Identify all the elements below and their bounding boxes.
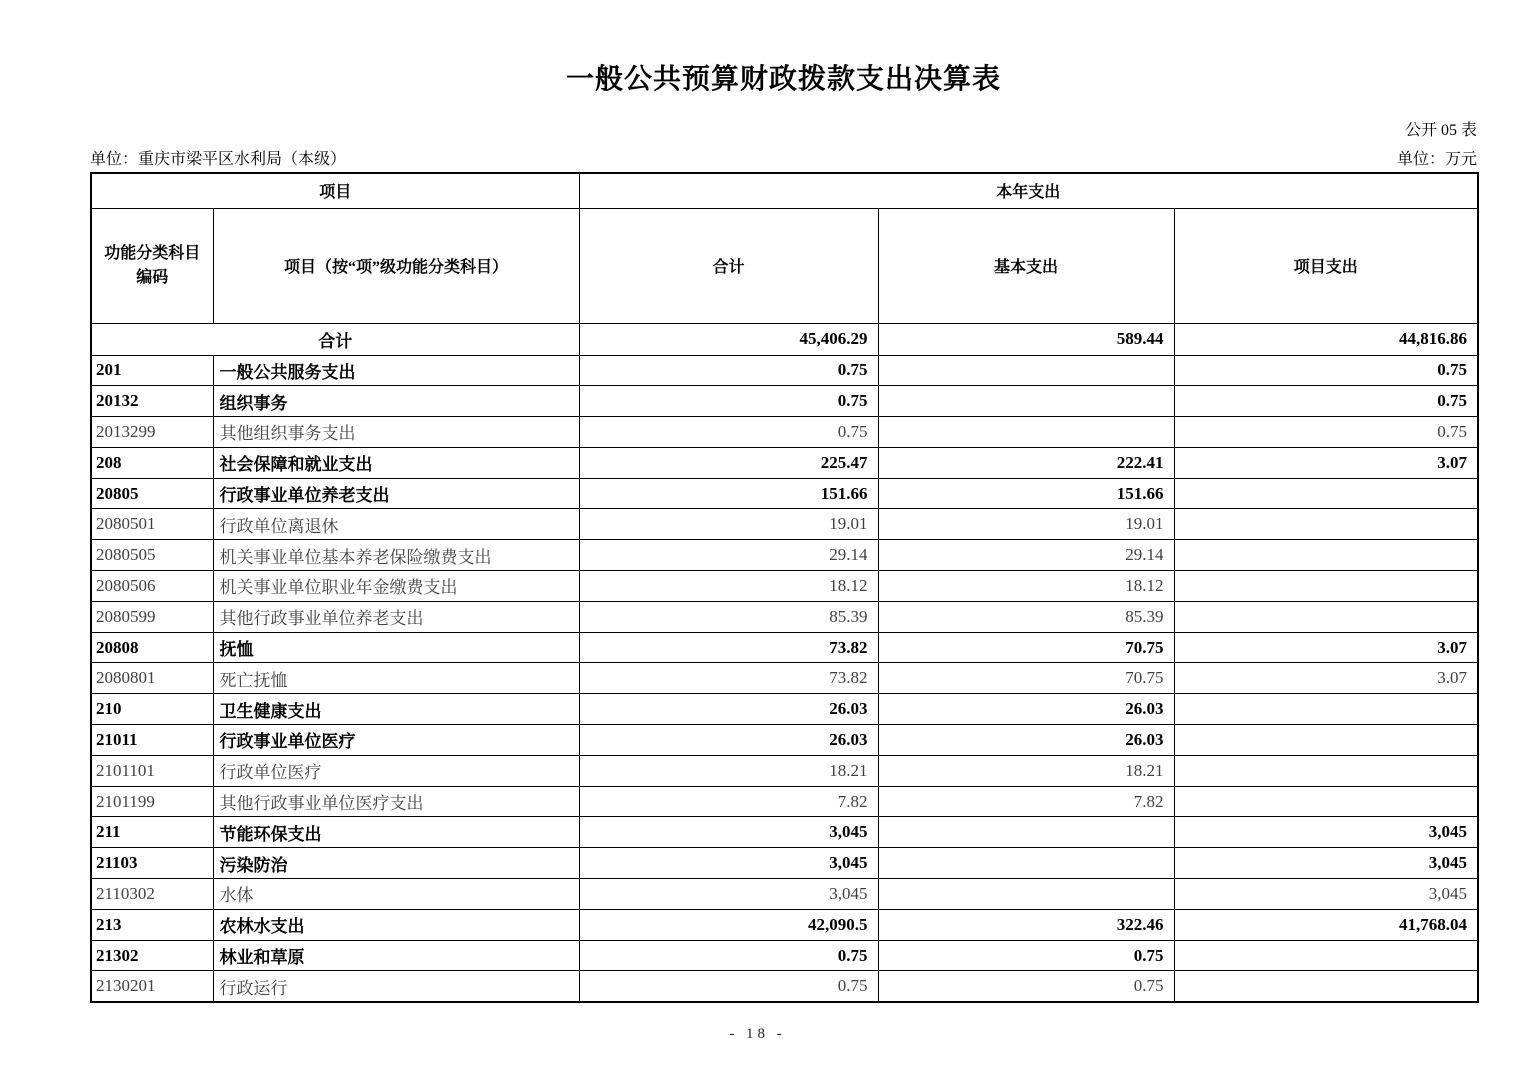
row-total: 26.03 — [579, 694, 878, 725]
row-project: 0.75 — [1174, 386, 1478, 417]
header-function-code-line2: 编码 — [136, 268, 169, 286]
row-name: 机关事业单位基本养老保险缴费支出 — [213, 540, 579, 571]
row-code: 2080801 — [91, 663, 213, 694]
row-project — [1174, 755, 1478, 786]
row-name: 其他行政事业单位医疗支出 — [213, 786, 579, 817]
row-basic: 0.75 — [878, 940, 1174, 971]
row-basic — [878, 417, 1174, 448]
header-columns-row — [91, 208, 1478, 323]
row-basic — [878, 817, 1174, 848]
row-basic: 222.41 — [878, 447, 1174, 478]
table-row — [91, 848, 1478, 879]
row-project — [1174, 725, 1478, 756]
table-header — [91, 173, 1478, 323]
table-row — [91, 509, 1478, 540]
header-current-year-group: 本年支出 — [579, 173, 1478, 208]
row-total: 19.01 — [579, 509, 878, 540]
row-project — [1174, 509, 1478, 540]
row-code: 2013299 — [91, 417, 213, 448]
budget-table — [90, 172, 1479, 1003]
grand-total-label: 合计 — [91, 323, 579, 355]
row-code: 2080506 — [91, 571, 213, 602]
row-name: 节能环保支出 — [213, 817, 579, 848]
row-project: 3.07 — [1174, 632, 1478, 663]
row-basic: 70.75 — [878, 632, 1174, 663]
row-code: 2080505 — [91, 540, 213, 571]
header-group-row — [91, 173, 1478, 208]
row-total: 85.39 — [579, 601, 878, 632]
row-project: 0.75 — [1174, 417, 1478, 448]
table-row — [91, 940, 1478, 971]
row-total: 225.47 — [579, 447, 878, 478]
row-project — [1174, 694, 1478, 725]
row-total: 26.03 — [579, 725, 878, 756]
row-code: 2130201 — [91, 971, 213, 1002]
header-function-code — [91, 208, 213, 323]
row-code: 2080599 — [91, 601, 213, 632]
row-code: 211 — [91, 817, 213, 848]
header-basic-expenditure: 基本支出 — [878, 208, 1174, 323]
row-total: 0.75 — [579, 386, 878, 417]
row-name: 林业和草原 — [213, 940, 579, 971]
row-name: 水体 — [213, 879, 579, 910]
row-name: 行政单位医疗 — [213, 755, 579, 786]
row-total: 0.75 — [579, 355, 878, 386]
header-project-expenditure: 项目支出 — [1174, 208, 1478, 323]
row-basic: 29.14 — [878, 540, 1174, 571]
table-row — [91, 571, 1478, 602]
row-basic: 151.66 — [878, 478, 1174, 509]
row-name: 死亡抚恤 — [213, 663, 579, 694]
row-name: 一般公共服务支出 — [213, 355, 579, 386]
table-row — [91, 663, 1478, 694]
row-name: 污染防治 — [213, 848, 579, 879]
table-body — [91, 323, 1478, 1002]
row-name: 机关事业单位职业年金缴费支出 — [213, 571, 579, 602]
row-project — [1174, 478, 1478, 509]
row-basic: 7.82 — [878, 786, 1174, 817]
row-project: 0.75 — [1174, 355, 1478, 386]
row-basic — [878, 848, 1174, 879]
grand-total-row — [91, 323, 1478, 355]
grand-total-basic: 589.44 — [878, 323, 1174, 355]
row-code: 20132 — [91, 386, 213, 417]
table-row — [91, 909, 1478, 940]
row-code: 20805 — [91, 478, 213, 509]
row-total: 3,045 — [579, 817, 878, 848]
row-project: 3.07 — [1174, 663, 1478, 694]
row-code: 2101101 — [91, 755, 213, 786]
row-code: 213 — [91, 909, 213, 940]
table-row — [91, 540, 1478, 571]
row-total: 0.75 — [579, 940, 878, 971]
row-name: 行政运行 — [213, 971, 579, 1002]
row-code: 2080501 — [91, 509, 213, 540]
table-row — [91, 879, 1478, 910]
row-total: 3,045 — [579, 848, 878, 879]
row-total: 151.66 — [579, 478, 878, 509]
header-item: 项目（按“项”级功能分类科目） — [213, 208, 579, 323]
row-project — [1174, 601, 1478, 632]
row-total: 29.14 — [579, 540, 878, 571]
row-basic — [878, 879, 1174, 910]
row-total: 18.21 — [579, 755, 878, 786]
row-name: 社会保障和就业支出 — [213, 447, 579, 478]
table-row — [91, 478, 1478, 509]
page-title: 一般公共预算财政拨款支出决算表 — [565, 64, 1001, 95]
table-row — [91, 786, 1478, 817]
row-total: 18.12 — [579, 571, 878, 602]
header-project-group: 项目 — [91, 173, 579, 208]
row-name: 抚恤 — [213, 632, 579, 663]
grand-total-project: 44,816.86 — [1174, 323, 1478, 355]
meta-row — [90, 146, 1477, 169]
row-project: 3.07 — [1174, 447, 1478, 478]
table-row — [91, 355, 1478, 386]
row-project — [1174, 786, 1478, 817]
sheet-number-label: 公开 05 表 — [1404, 122, 1477, 139]
row-total: 73.82 — [579, 663, 878, 694]
row-code: 21011 — [91, 725, 213, 756]
row-name: 行政事业单位养老支出 — [213, 478, 579, 509]
row-name: 行政单位离退休 — [213, 509, 579, 540]
row-total: 0.75 — [579, 417, 878, 448]
row-total: 73.82 — [579, 632, 878, 663]
row-name: 卫生健康支出 — [213, 694, 579, 725]
header-total: 合计 — [579, 208, 878, 323]
row-basic: 0.75 — [878, 971, 1174, 1002]
row-basic: 85.39 — [878, 601, 1174, 632]
grand-total-total: 45,406.29 — [579, 323, 878, 355]
row-project — [1174, 540, 1478, 571]
row-basic — [878, 386, 1174, 417]
row-name: 其他行政事业单位养老支出 — [213, 601, 579, 632]
row-project: 41,768.04 — [1174, 909, 1478, 940]
table-row — [91, 971, 1478, 1002]
table-row — [91, 386, 1478, 417]
row-total: 0.75 — [579, 971, 878, 1002]
header-function-code-text — [92, 242, 213, 288]
table-row — [91, 725, 1478, 756]
row-project — [1174, 940, 1478, 971]
row-project — [1174, 971, 1478, 1002]
row-name: 农林水支出 — [213, 909, 579, 940]
header-function-code-line1: 功能分类科目 — [104, 245, 201, 263]
row-code: 208 — [91, 447, 213, 478]
row-project: 3,045 — [1174, 848, 1478, 879]
row-basic: 26.03 — [878, 725, 1174, 756]
org-unit-label: 单位：重庆市梁平区水利局（本级） — [90, 151, 347, 168]
row-project: 3,045 — [1174, 817, 1478, 848]
table-row — [91, 447, 1478, 478]
row-code: 201 — [91, 355, 213, 386]
row-basic — [878, 355, 1174, 386]
table-row — [91, 755, 1478, 786]
row-basic: 18.12 — [878, 571, 1174, 602]
table-row — [91, 632, 1478, 663]
row-basic: 322.46 — [878, 909, 1174, 940]
row-code: 20808 — [91, 632, 213, 663]
row-code: 21103 — [91, 848, 213, 879]
row-total: 7.82 — [579, 786, 878, 817]
row-basic: 70.75 — [878, 663, 1174, 694]
table-row — [91, 817, 1478, 848]
table-row — [91, 694, 1478, 725]
row-project: 3,045 — [1174, 879, 1478, 910]
page-number: - 18 - — [729, 1026, 786, 1042]
table-row — [91, 601, 1478, 632]
row-basic: 18.21 — [878, 755, 1174, 786]
row-basic: 26.03 — [878, 694, 1174, 725]
table-row — [91, 417, 1478, 448]
row-code: 2110302 — [91, 879, 213, 910]
row-project — [1174, 571, 1478, 602]
row-code: 2101199 — [91, 786, 213, 817]
row-total: 42,090.5 — [579, 909, 878, 940]
row-name: 其他组织事务支出 — [213, 417, 579, 448]
row-code: 21302 — [91, 940, 213, 971]
currency-unit-label: 单位：万元 — [1396, 151, 1477, 168]
row-basic: 19.01 — [878, 509, 1174, 540]
row-name: 组织事务 — [213, 386, 579, 417]
row-code: 210 — [91, 694, 213, 725]
row-name: 行政事业单位医疗 — [213, 725, 579, 756]
row-total: 3,045 — [579, 879, 878, 910]
